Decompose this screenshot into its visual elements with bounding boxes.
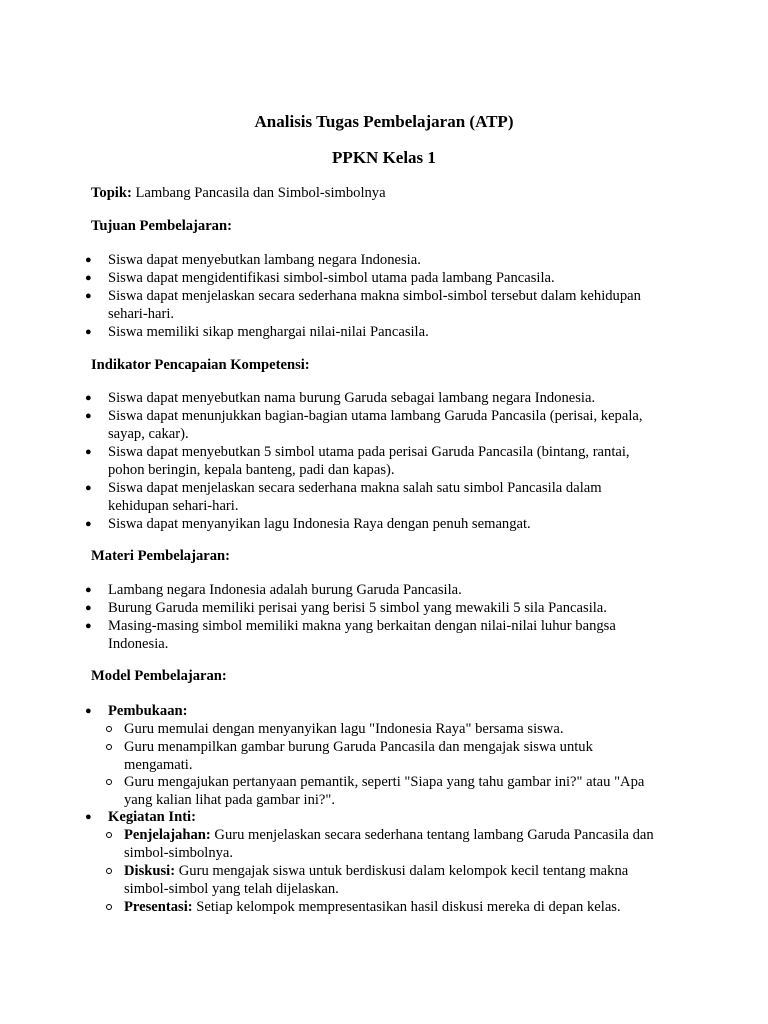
- materi-item-1: Lambang negara Indonesia adalah burung Garuda Pancasila.: [108, 582, 462, 598]
- kegiatan-inti-label: Kegiatan Inti:: [108, 809, 196, 825]
- circle-bullet-icon: [106, 744, 112, 750]
- bullet-icon: ●: [85, 326, 92, 338]
- bullet-icon: ●: [85, 272, 92, 284]
- bullet-icon: ●: [85, 518, 92, 530]
- bullet-icon: ●: [85, 620, 92, 632]
- inti-item-1: [124, 826, 654, 844]
- inti-item-3-text: Setiap kelompok mempresentasikan hasil diskusi mereka di depan kelas.: [192, 899, 621, 915]
- inti-item-2: [124, 862, 628, 880]
- inti-item-1-label: Penjelajahan:: [124, 827, 211, 843]
- indikator-item-5: Siswa dapat menyanyikan lagu Indonesia Raya dengan penuh semangat.: [108, 516, 531, 532]
- inti-item-2-text: Guru mengajak siswa untuk berdiskusi dalam kelompok kecil tentang makna: [175, 863, 629, 879]
- bullet-icon: ●: [85, 482, 92, 494]
- bullet-icon: ●: [85, 446, 92, 458]
- materi-item-3-cont: Indonesia.: [108, 636, 169, 652]
- bullet-icon: ●: [85, 290, 92, 302]
- circle-bullet-icon: [106, 868, 112, 874]
- circle-bullet-icon: [106, 779, 112, 785]
- pembukaan-item-3-cont: yang kalian lihat pada gambar ini?".: [124, 792, 336, 808]
- circle-bullet-icon: [106, 832, 112, 838]
- pembukaan-item-2: Guru menampilkan gambar burung Garuda Pancasila dan mengajak siswa untuk: [124, 739, 593, 755]
- indikator-item-1: Siswa dapat menyebutkan nama burung Garuda sebagai lambang negara Indonesia.: [108, 390, 596, 406]
- indikator-heading: Indikator Pencapaian Kompetensi:: [91, 357, 310, 373]
- inti-item-1-cont: simbol-simbolnya.: [124, 845, 234, 861]
- inti-item-3-label: Presentasi:: [124, 899, 193, 915]
- inti-item-3: [124, 898, 621, 916]
- bullet-icon: ●: [85, 705, 92, 717]
- pembukaan-label: Pembukaan:: [108, 703, 188, 719]
- inti-item-1-text: Guru menjelaskan secara sederhana tentang lambang Garuda Pancasila dan: [210, 827, 654, 843]
- indikator-item-3: Siswa dapat menyebutkan 5 simbol utama pada perisai Garuda Pancasila (bintang, rantai,: [108, 444, 630, 460]
- document-title: Analisis Tugas Pembelajaran (ATP): [254, 112, 514, 131]
- tujuan-item-3-cont: sehari-hari.: [108, 306, 175, 322]
- materi-item-2: Burung Garuda memiliki perisai yang berisi 5 simbol yang mewakili 5 sila Pancasila.: [108, 600, 607, 616]
- topik-line: [91, 184, 386, 202]
- tujuan-item-3: Siswa dapat menjelaskan secara sederhana makna simbol-simbol tersebut dalam kehidupan: [108, 288, 641, 304]
- topik-label: Topik:: [91, 185, 132, 201]
- tujuan-heading: Tujuan Pembelajaran:: [91, 218, 232, 234]
- circle-bullet-icon: [106, 904, 112, 910]
- bullet-icon: ●: [85, 584, 92, 596]
- inti-item-2-label: Diskusi:: [124, 863, 176, 879]
- topik-value: Lambang Pancasila dan Simbol-simbolnya: [135, 185, 386, 201]
- indikator-item-2: Siswa dapat menunjukkan bagian-bagian utama lambang Garuda Pancasila (perisai, kepala,: [108, 408, 643, 424]
- materi-heading: Materi Pembelajaran:: [91, 548, 230, 564]
- bullet-icon: ●: [85, 392, 92, 404]
- indikator-item-4: Siswa dapat menjelaskan secara sederhana makna salah satu simbol Pancasila dalam: [108, 480, 602, 496]
- inti-item-2-cont: simbol-simbol yang telah dijelaskan.: [124, 881, 339, 897]
- tujuan-item-4: Siswa memiliki sikap menghargai nilai-nilai Pancasila.: [108, 324, 429, 340]
- pembukaan-item-3: Guru mengajukan pertanyaan pemantik, seperti "Siapa yang tahu gambar ini?" atau "Apa: [124, 774, 645, 790]
- model-heading: Model Pembelajaran:: [91, 668, 227, 684]
- document-subtitle: PPKN Kelas 1: [332, 148, 436, 167]
- bullet-icon: ●: [85, 811, 92, 823]
- indikator-item-4-cont: kehidupan sehari-hari.: [108, 498, 239, 514]
- pembukaan-item-2-cont: mengamati.: [124, 757, 193, 773]
- circle-bullet-icon: [106, 726, 112, 732]
- tujuan-item-1: Siswa dapat menyebutkan lambang negara Indonesia.: [108, 252, 421, 268]
- indikator-item-3-cont: pohon beringin, kepala banteng, padi dan kapas).: [108, 462, 395, 478]
- materi-item-3: Masing-masing simbol memiliki makna yang berkaitan dengan nilai-nilai luhur bangsa: [108, 618, 616, 634]
- bullet-icon: ●: [85, 602, 92, 614]
- tujuan-item-2: Siswa dapat mengidentifikasi simbol-simbol utama pada lambang Pancasila.: [108, 270, 555, 286]
- bullet-icon: ●: [85, 254, 92, 266]
- indikator-item-2-cont: sayap, cakar).: [108, 426, 189, 442]
- bullet-icon: ●: [85, 410, 92, 422]
- pembukaan-item-1: Guru memulai dengan menyanyikan lagu "Indonesia Raya" bersama siswa.: [124, 721, 564, 737]
